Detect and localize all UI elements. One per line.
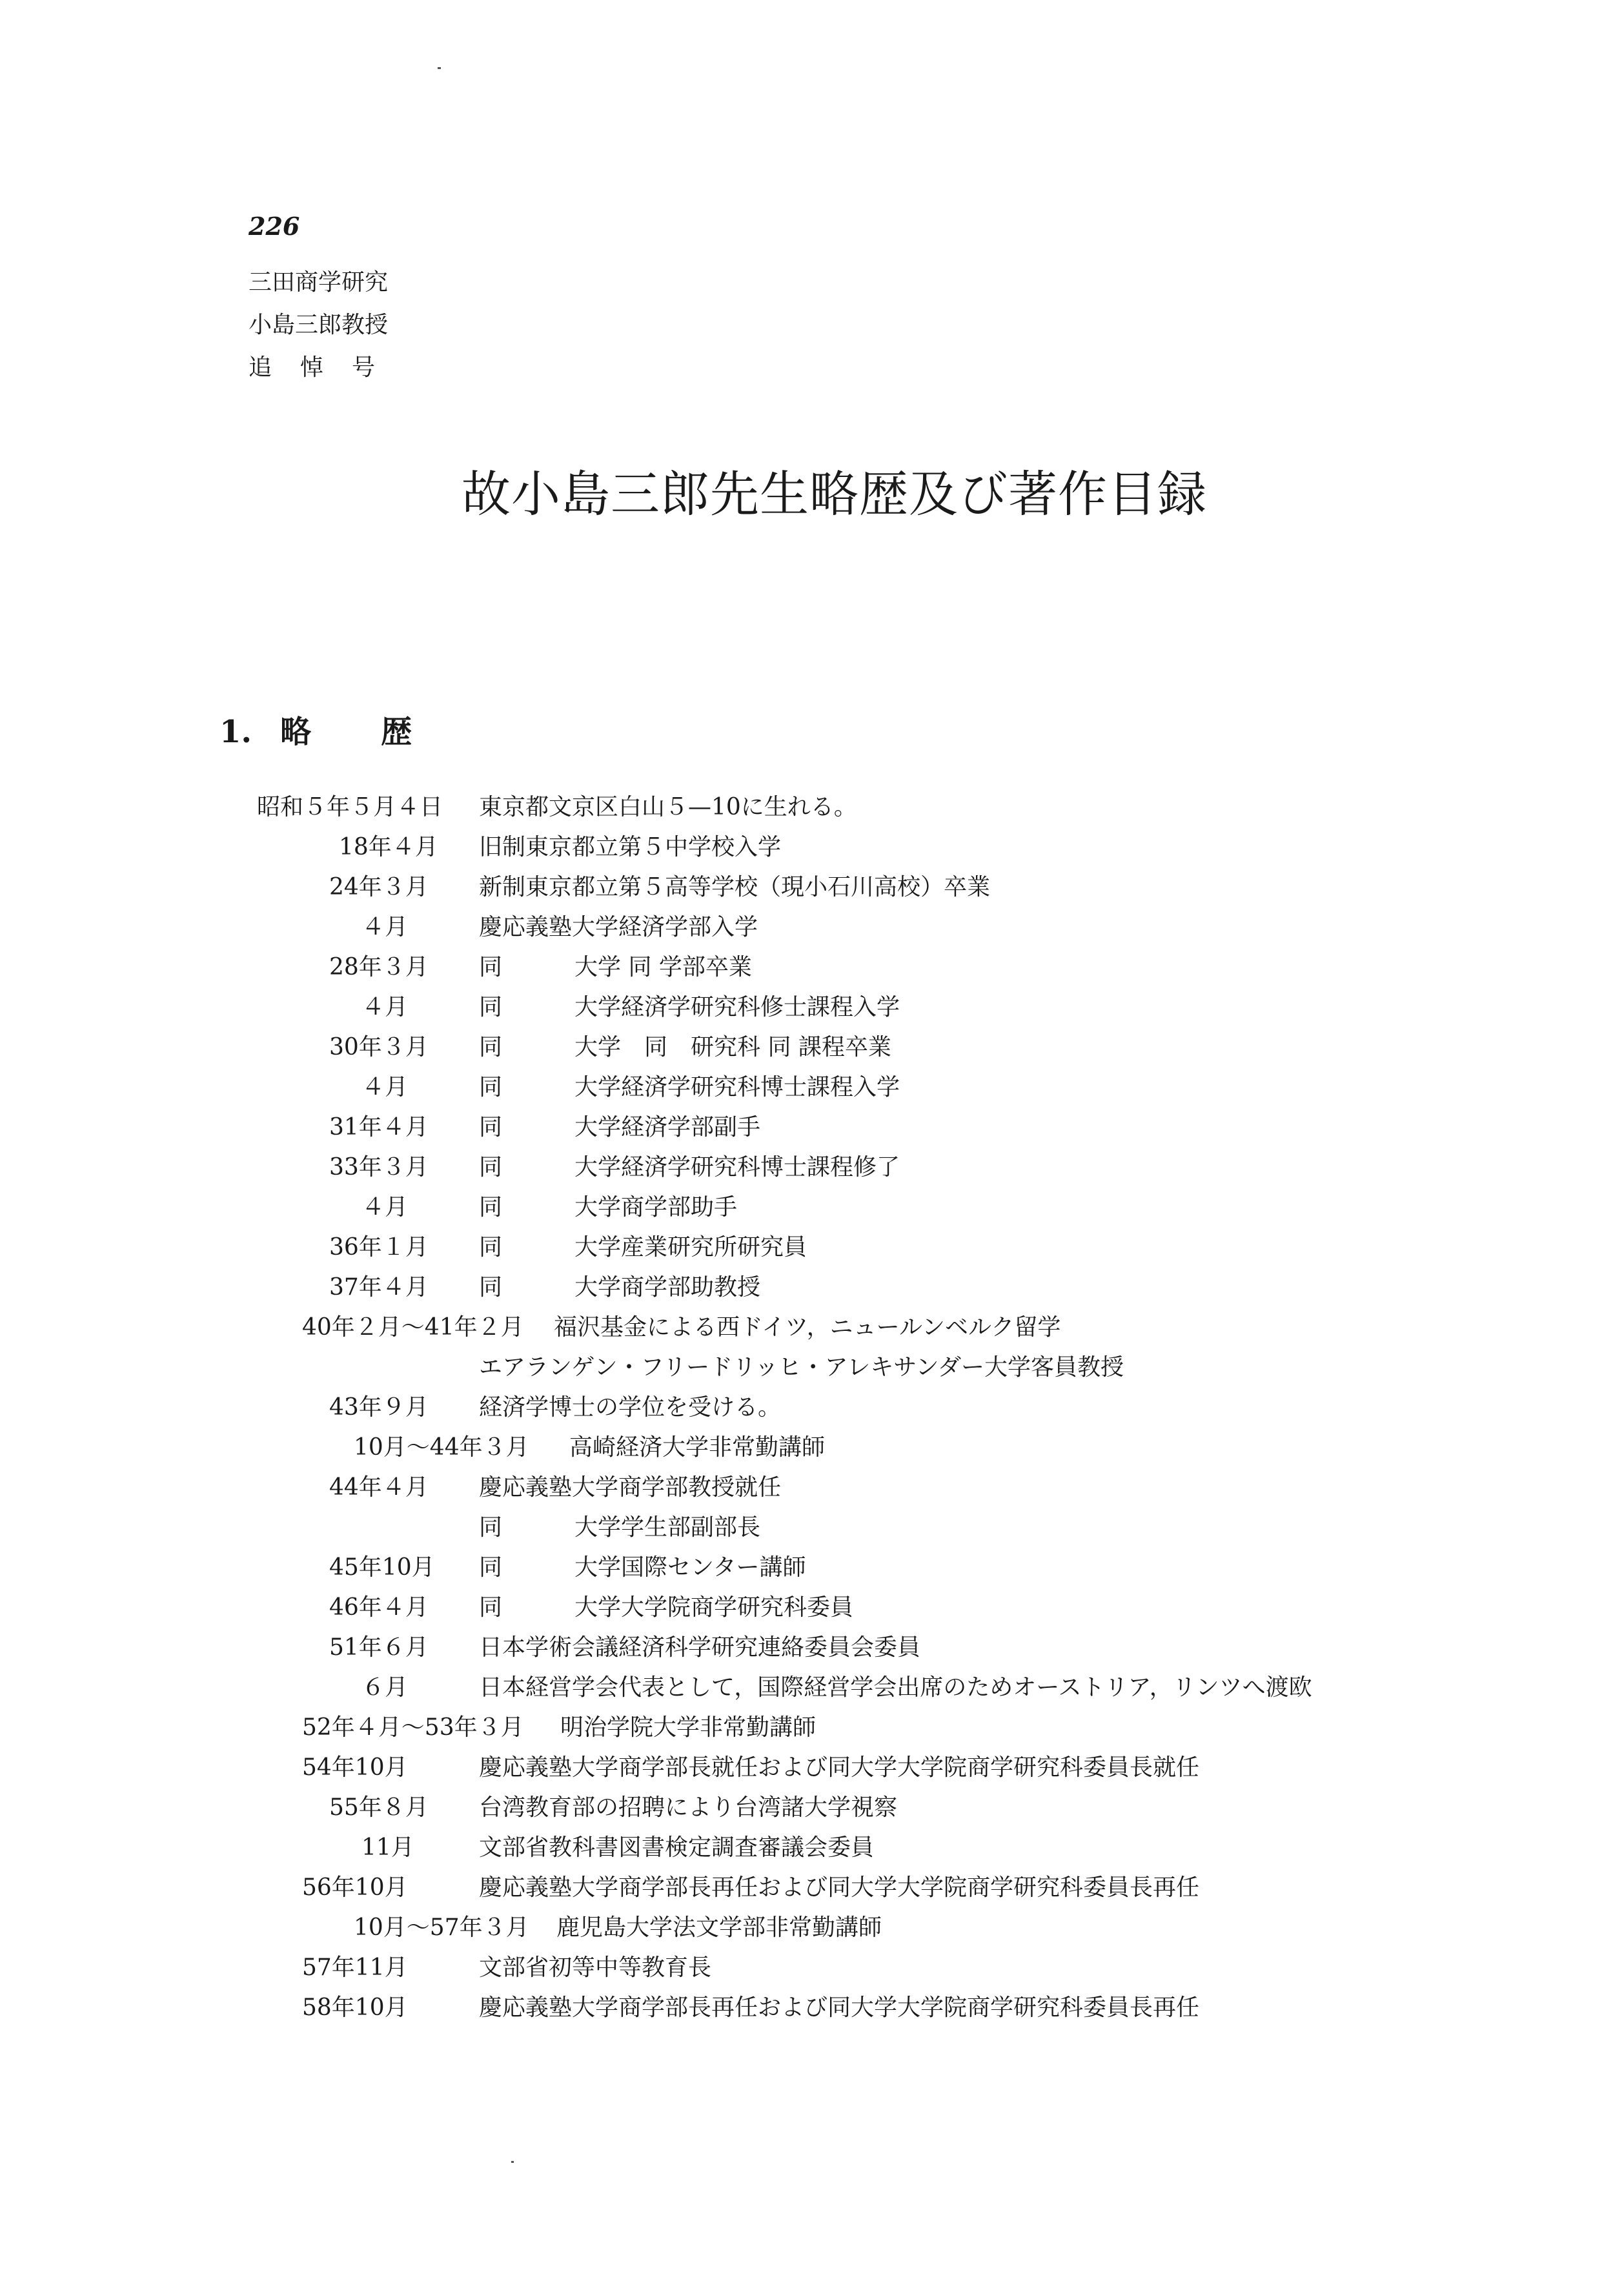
timeline-row (0, 869, 1624, 909)
timeline-row (0, 1109, 1624, 1149)
timeline-event: 慶応義塾大学商学部長再任および同大学大学院商学研究科委員長再任 (479, 1994, 1200, 2021)
timeline-org: 同 (479, 1074, 503, 1100)
timeline-row (0, 1669, 1624, 1709)
timeline-date: 10月〜57年３月 (354, 1914, 529, 1941)
timeline-event: 大学 同 学部卒業 (574, 954, 752, 980)
timeline-event: エアランゲン・フリードリッヒ・アレキサンダー大学客員教授 (479, 1354, 1124, 1381)
timeline-row (0, 1389, 1624, 1429)
timeline-event: 新制東京都立第５高等学校（現小石川高校）卒業 (479, 874, 991, 900)
timeline-date: ４月 (361, 914, 409, 940)
timeline-row (0, 1469, 1624, 1509)
timeline-date: 18年４月 (339, 834, 438, 860)
timeline-row (0, 1229, 1624, 1269)
journal-header-line-3: 追悼号 (249, 354, 404, 381)
timeline-date: 24年３月 (329, 874, 429, 900)
timeline-event: 大学商学部助手 (574, 1194, 738, 1221)
timeline-row (0, 1549, 1624, 1589)
timeline-date: 43年９月 (329, 1394, 429, 1421)
timeline-event: 大学産業研究所研究員 (574, 1234, 807, 1261)
timeline-org: 同 (479, 1154, 503, 1181)
timeline-date: 11月 (361, 1834, 414, 1861)
timeline-date: 40年２月〜41年２月 (302, 1314, 524, 1341)
timeline-date: 56年10月 (302, 1874, 408, 1901)
timeline-event: 文部省初等中等教育長 (479, 1954, 712, 1981)
timeline-date: 37年４月 (329, 1274, 429, 1301)
timeline-date: ６月 (361, 1674, 409, 1701)
timeline-row (0, 789, 1624, 829)
journal-header (249, 261, 403, 389)
timeline-date: 51年６月 (329, 1634, 429, 1661)
timeline-date: 54年10月 (302, 1754, 408, 1781)
timeline-row (0, 1269, 1624, 1309)
timeline-row (0, 829, 1624, 869)
timeline-date: ４月 (361, 1194, 409, 1221)
timeline-date: 10月〜44年３月 (354, 1434, 529, 1461)
timeline-row (0, 1949, 1624, 1989)
timeline-event: 大学経済学研究科博士課程修了 (574, 1154, 900, 1181)
timeline-row (0, 1189, 1624, 1229)
timeline-row (0, 1989, 1624, 2029)
timeline-event: 鹿児島大学法文学部非常勤講師 (556, 1914, 882, 1941)
timeline-row (0, 1869, 1624, 1909)
timeline-org: 同 (479, 1554, 503, 1581)
timeline-org: 同 (479, 954, 503, 980)
timeline-event: 日本学術会議経済科学研究連絡委員会委員 (479, 1634, 921, 1661)
timeline-event: 慶応義塾大学経済学部入学 (479, 914, 758, 940)
timeline-event: 慶応義塾大学商学部長就任および同大学大学院商学研究科委員長就任 (479, 1754, 1200, 1781)
timeline-event: 大学商学部助教授 (574, 1274, 761, 1301)
timeline-event: 慶応義塾大学商学部長再任および同大学大学院商学研究科委員長再任 (479, 1874, 1200, 1901)
timeline-row (0, 1909, 1624, 1949)
journal-header-line-1: 三田商学研究 (249, 269, 389, 296)
timeline-date: 33年３月 (329, 1154, 429, 1181)
timeline-date: 58年10月 (302, 1994, 408, 2021)
timeline-event: 福沢基金による西ドイツ，ニュールンベルク留学 (554, 1314, 1061, 1341)
timeline-event: 日本経営学会代表として，国際経営学会出席のためオーストリア，リンツへ渡欧 (479, 1674, 1312, 1701)
timeline-org: 同 (479, 1034, 503, 1060)
timeline-row (0, 1309, 1624, 1349)
timeline-org: 同 (479, 1114, 503, 1140)
timeline-event: 経済学博士の学位を受ける。 (479, 1394, 782, 1421)
scan-mark (438, 67, 441, 69)
timeline-row (0, 1069, 1624, 1109)
timeline-date: 31年４月 (329, 1114, 429, 1140)
timeline-event: 旧制東京都立第５中学校入学 (479, 834, 782, 860)
timeline-row (0, 1629, 1624, 1669)
page-number: 226 (249, 212, 300, 241)
timeline-row (0, 1429, 1624, 1469)
timeline-date: 44年４月 (329, 1474, 429, 1501)
timeline-event: 大学大学院商学研究科委員 (574, 1594, 854, 1621)
timeline-date: 57年11月 (302, 1954, 408, 1981)
timeline-event: 台湾教育部の招聘により台湾諸大学視察 (479, 1794, 898, 1821)
timeline-event: 明治学院大学非常勤講師 (560, 1714, 817, 1741)
timeline-event: 大学学生部副部長 (574, 1514, 761, 1541)
section-number: 1. (219, 714, 252, 750)
timeline-row (0, 1589, 1624, 1629)
section-heading (219, 707, 482, 751)
journal-header-line-2: 小島三郎教授 (249, 312, 389, 338)
timeline-row (0, 1789, 1624, 1829)
timeline-row (0, 1749, 1624, 1789)
career-timeline (0, 789, 1624, 2029)
timeline-date: 30年３月 (329, 1034, 429, 1060)
timeline-event: 高崎経済大学非常勤講師 (569, 1434, 826, 1461)
timeline-event: 大学経済学研究科博士課程入学 (574, 1074, 900, 1100)
timeline-date: 36年１月 (329, 1234, 429, 1261)
timeline-date: 45年10月 (329, 1554, 435, 1581)
timeline-date: 46年４月 (329, 1594, 429, 1621)
timeline-row (0, 909, 1624, 949)
timeline-event: 大学国際センター講師 (574, 1554, 806, 1581)
timeline-date: ４月 (361, 994, 409, 1020)
timeline-row (0, 1149, 1624, 1189)
timeline-event: 慶応義塾大学商学部教授就任 (479, 1474, 782, 1501)
timeline-date: 52年４月〜53年３月 (302, 1714, 524, 1741)
timeline-date: 55年８月 (329, 1794, 429, 1821)
section-title: 略歴 (280, 714, 482, 750)
timeline-org: 同 (479, 1274, 503, 1301)
timeline-row (0, 1029, 1624, 1069)
timeline-row (0, 949, 1624, 989)
timeline-org: 同 (479, 1514, 503, 1541)
timeline-org: 同 (479, 1234, 503, 1261)
timeline-org: 同 (479, 1194, 503, 1221)
timeline-org: 同 (479, 1594, 503, 1621)
timeline-row (0, 1509, 1624, 1549)
timeline-row (0, 1829, 1624, 1869)
timeline-date: 28年３月 (329, 954, 429, 980)
timeline-event: 東京都文京区白山５—10に生れる。 (479, 794, 857, 820)
timeline-row (0, 1349, 1624, 1389)
timeline-row (0, 989, 1624, 1029)
main-title: 故小島三郎先生略歴及び著作目録 (462, 465, 1207, 523)
timeline-event: 文部省教科書図書検定調査審議会委員 (479, 1834, 875, 1861)
timeline-event: 大学 同 研究科 同 課程卒業 (574, 1034, 891, 1060)
timeline-date: 昭和５年５月４日 (257, 794, 443, 820)
timeline-row (0, 1709, 1624, 1749)
timeline-org: 同 (479, 994, 503, 1020)
scan-mark (511, 2161, 514, 2163)
timeline-date: ４月 (361, 1074, 409, 1100)
timeline-event: 大学経済学部副手 (574, 1114, 761, 1140)
timeline-event: 大学経済学研究科修士課程入学 (574, 994, 900, 1020)
